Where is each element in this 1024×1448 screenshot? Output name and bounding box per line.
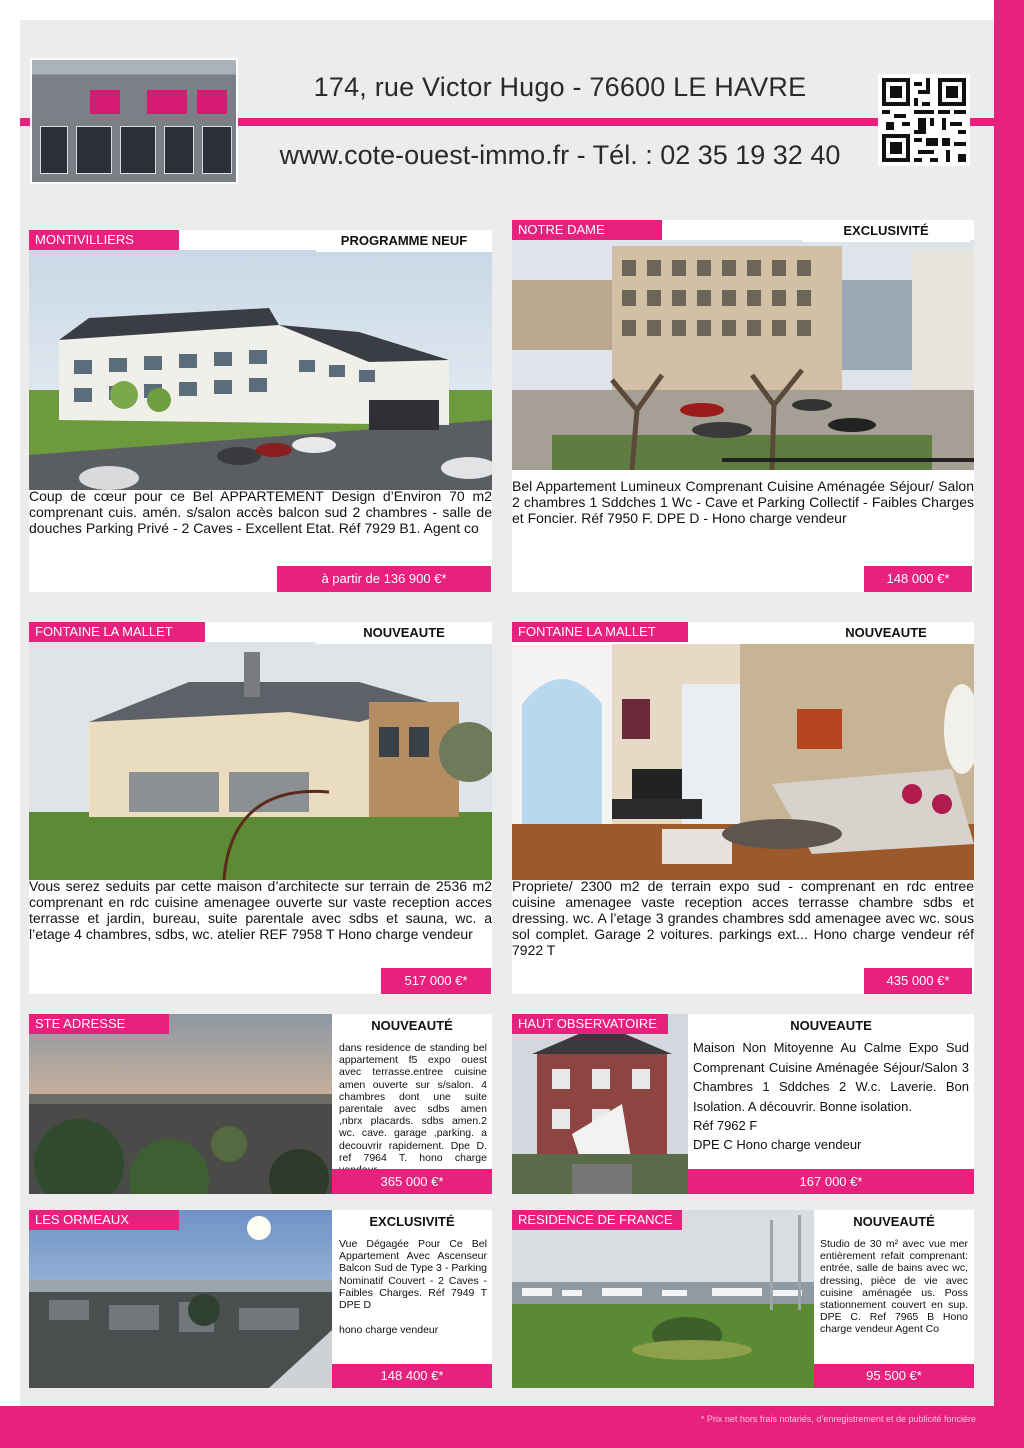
listing-photo-city-panorama xyxy=(29,1210,332,1388)
agency-address: 174, rue Victor Hugo - 76600 LE HAVRE xyxy=(313,72,807,102)
status-badge: NOUVEAUTE xyxy=(790,1018,872,1033)
listing-description: Studio de 30 m² avec vue mer entièrement refait comprenant: entrée, salle de bains avec wc, dressing, pièce de vie avec cuisine aménagée us. Poss stationnement couvert en sup. DPE C. Ref 7965 B Hono charge vendeur Agent Co xyxy=(820,1238,968,1336)
price-label: 95 500 €* xyxy=(814,1364,974,1388)
status-badge: NOUVEAUTÉ xyxy=(853,1214,935,1229)
top-margin xyxy=(0,0,1024,20)
listing-card-ste-adresse[interactable] xyxy=(29,1014,492,1194)
listing-photo-sea-view-sunset xyxy=(29,1014,332,1194)
listing-card-notre-dame[interactable] xyxy=(512,220,974,592)
bottom-pink-border xyxy=(0,1406,1024,1448)
price-label: 365 000 €* xyxy=(332,1169,492,1194)
price-label: 167 000 €* xyxy=(688,1169,974,1194)
listing-photo-brick-house xyxy=(512,1014,688,1194)
qr-code-icon[interactable] xyxy=(878,74,970,166)
listing-card-fontaine-la-mallet-2[interactable] xyxy=(512,622,974,994)
price-label: à partir de 136 900 €* xyxy=(277,566,491,592)
listing-photo-living-room xyxy=(512,644,974,880)
location-tag: STE ADRESSE xyxy=(29,1014,169,1034)
right-pink-border xyxy=(994,0,1024,1448)
status-badge: NOUVEAUTE xyxy=(802,622,970,644)
location-tag: FONTAINE LA MALLET xyxy=(512,622,688,642)
footnote: * Prix net hors frais notariés, d’enregistrement et de publicité foncière xyxy=(700,1414,976,1424)
listing-ref: Réf 7962 F xyxy=(693,1118,758,1133)
listing-photo-harbor-lawn xyxy=(512,1210,814,1388)
price-label: 148 000 €* xyxy=(864,566,972,592)
listing-photo-architect-house xyxy=(29,642,492,880)
listing-card-haut-observatoire[interactable] xyxy=(512,1014,974,1194)
listing-description: Vous serez seduits par cette maison d’architecte sur terrain de 2536 m2 comprenant en rdc cuisine amenagee ouverte sur vaste reception acces terrasse et jardin, bureau, suite parentale avec sdbs et sauna, wc. a l’etage 4 chambres, sdbs, wc. atelier REF 7958 T Hono charge vendeur xyxy=(29,878,492,942)
listing-description: Propriete/ 2300 m2 de terrain expo sud - comprenant en rdc entree cuisine amenagee vaste reception acces terrasse chambre sdbs et dressing. wc. A l’etage 3 grandes chambres sdd amenagee avec wc. sous sol complet. Garage 2 voitures. parkings ext... Hono charge vendeur réf 7922 T xyxy=(512,878,974,958)
location-tag: RESIDENCE DE FRANCE xyxy=(512,1210,682,1230)
location-tag: HAUT OBSERVATOIRE xyxy=(512,1014,668,1034)
listing-photo-building-render xyxy=(29,250,492,490)
listing-description: Bel Appartement Lumineux Comprenant Cuisine Aménagée Séjour/ Salon 2 chambres 1 Sddches 1 Wc - Cave et Parking Collectif - Faibles Charges et Foncier. Réf 7950 F. DPE D - Hono charge vendeur xyxy=(512,478,974,526)
status-badge: PROGRAMME NEUF xyxy=(316,230,492,252)
location-tag: LES ORMEAUX xyxy=(29,1210,179,1230)
status-badge: NOUVEAUTE xyxy=(316,622,492,644)
location-tag: FONTAINE LA MALLET xyxy=(29,622,205,642)
listing-card-fontaine-la-mallet-1[interactable] xyxy=(29,622,492,994)
listing-photo-square-building xyxy=(512,240,974,470)
listing-note: hono charge vendeur xyxy=(339,1324,439,1336)
listing-description: Maison Non Mitoyenne Au Calme Expo Sud Comprenant Cuisine Aménagée Séjour/Salon 3 Chambres 1 Sddches 2 W.c. Laverie. Bon Isolation. A découvrir. Bonne isolation. xyxy=(693,1040,969,1114)
listing-description: Vue Dégagée Pour Ce Bel Appartement Avec Ascenseur Balcon Sud de Type 3 - Parking Nominatif Couvert - 2 Caves - Faibles Charges. Réf 7949 T DPE D xyxy=(339,1238,487,1312)
listing-card-residence-de-france[interactable] xyxy=(512,1210,974,1388)
listing-description: dans residence de standing bel appartement f5 expo ouest avec terrasse.entree cuisine amen ouverte sur s/salon. 4 chambres dont une suite parentale avec sdbs amen ,nbrx placards. sdbs amen.2 wc. cave. garage ,parking. a decouvrir rapidement. Dpe D. ref 7964 T. hono charge xyxy=(339,1042,487,1164)
status-badge: EXCLUSIVITÉ xyxy=(369,1214,455,1229)
listing-description: Coup de cœur pour ce Bel APPARTEMENT Design d’Environ 70 m2 comprenant cuis. amén. s/salon accès balcon sud 2 chambres - salle de douches Parking Privé - 2 Caves - Excellent Etat. Réf 7929 B1. Agent co xyxy=(29,488,492,536)
agency-shopfront-photo xyxy=(30,58,238,184)
agency-website-phone[interactable]: www.cote-ouest-immo.fr - Tél. : 02 35 19 32 40 xyxy=(279,140,841,170)
price-label: 435 000 €* xyxy=(864,968,972,994)
listing-card-les-ormeaux[interactable] xyxy=(29,1210,492,1388)
left-margin xyxy=(0,0,20,1448)
location-tag: NOTRE DAME xyxy=(512,220,662,240)
price-label: 517 000 €* xyxy=(381,968,491,994)
listing-card-montivilliers[interactable] xyxy=(29,230,492,592)
status-badge: NOUVEAUTÉ xyxy=(371,1018,453,1033)
location-tag: MONTIVILLIERS xyxy=(29,230,179,250)
listing-dpe: DPE C Hono charge vendeur xyxy=(693,1137,862,1152)
price-label: 148 400 €* xyxy=(332,1364,492,1388)
status-badge: EXCLUSIVITÉ xyxy=(802,220,970,242)
